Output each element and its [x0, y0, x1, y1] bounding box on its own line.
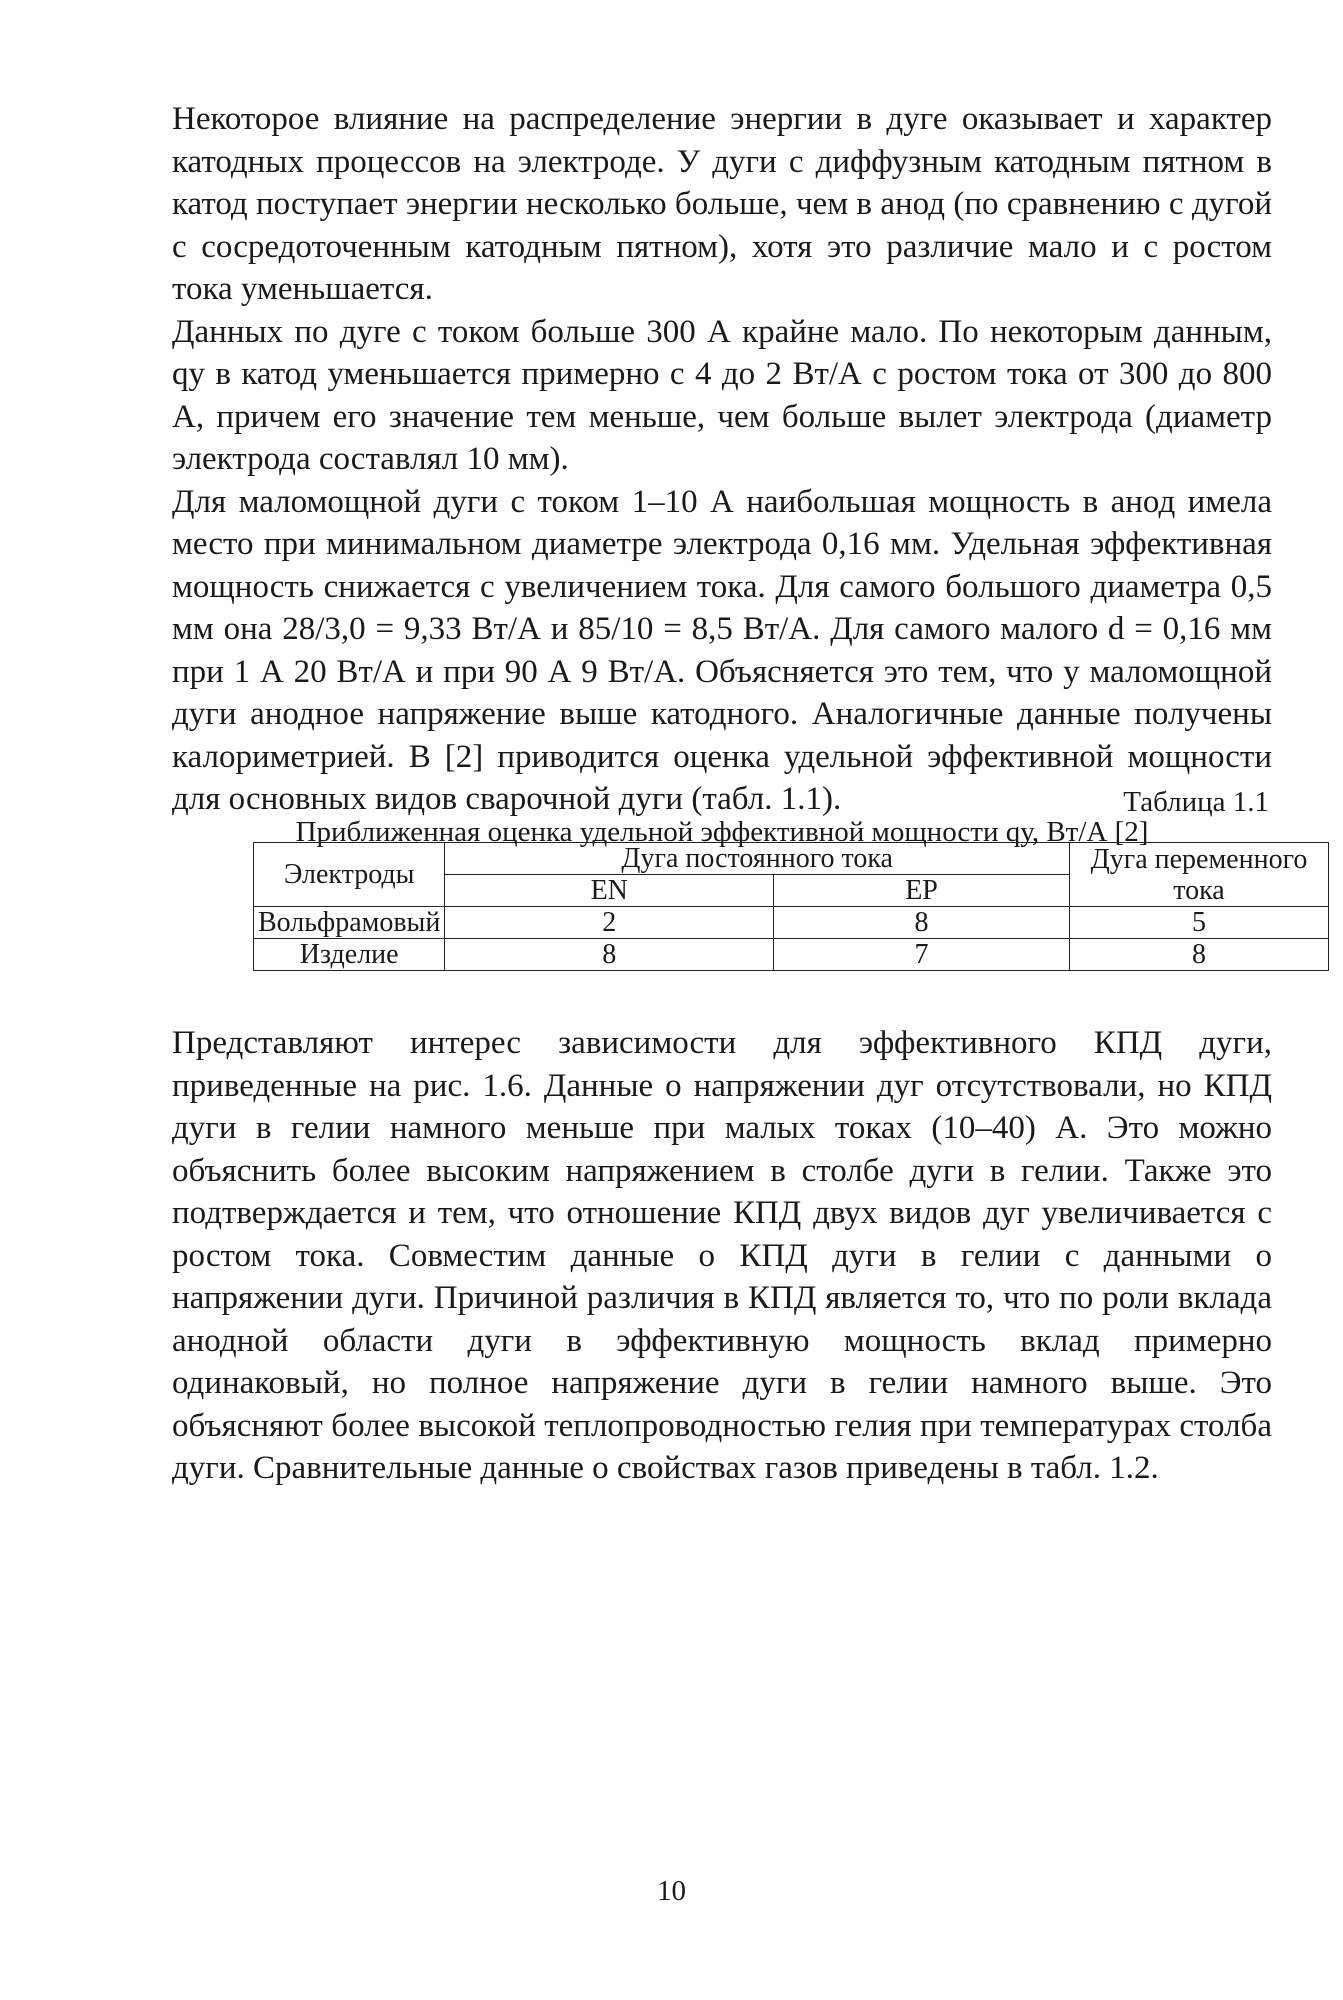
row-ep-value: 7 — [774, 939, 1070, 971]
row-ac-value: 5 — [1070, 907, 1329, 939]
row-ep-value: 8 — [774, 907, 1070, 939]
paragraph-4: Представляют интерес зависимости для эффективного КПД дуги, приведенные на рис. 1.6. Данные о напряжении дуг отсутствовали, но КПД дуги в гелии намного меньше при малых токах (10–40) А. Это можно объяснить более высоким напряжением в столбе дуги в гелии. Также это подтверждается и тем, что отношение КПД двух видов дуг увеличивается с ростом тока. Совместим данные о КПД дуги в гелии с данными о напряжении дуги. Причиной различия в КПД является то, что по роли вклада анодной области дуги в эффективную мощность вклад примерно одинаковый, но полное напряжение дуги в гелии намного выше. Это объясняют более высокой теплопроводностью гелия при температурах столба дуги. Сравнительные данные о свойствах газов приведены в табл. 1.2. — [172, 1025, 1272, 1486]
row-en-value: 2 — [445, 907, 774, 939]
power-estimate-table — [253, 842, 1329, 971]
row-en-value: 8 — [445, 939, 774, 971]
row-name: Вольфрамовый — [254, 907, 445, 939]
header-en: EN — [445, 875, 774, 907]
row-ac-value: 8 — [1070, 939, 1329, 971]
header-ac-arc: Дуга переменного тока — [1070, 843, 1329, 907]
table-row — [254, 939, 1329, 971]
body-text-bottom — [172, 1022, 1272, 1490]
paragraph-2: Данных по дуге с током больше 300 А крайне мало. По некоторым данным, qу в катод уменьшается примерно с 4 до 2 Вт/А с ростом тока от 300 до 800 А, причем его значение тем меньше, чем больше вылет электрода (диаметр электрода составлял 10 мм). — [172, 313, 1272, 477]
page-number: 10 — [657, 1875, 686, 1907]
header-dc-arc: Дуга постоянного тока — [445, 843, 1070, 875]
header-ep: EP — [774, 875, 1070, 907]
row-name: Изделие — [254, 939, 445, 971]
table-row — [254, 907, 1329, 939]
table-label: Таблица 1.1 — [1123, 786, 1269, 818]
table-title: Приближенная оценка удельной эффективной мощности qу, Вт/А [2] — [295, 816, 1149, 848]
paragraph-1: Некоторое влияние на распределение энергии в дуге оказывает и характер катодных процессов на электроде. У дуги с диффузным катодным пятном в катод поступает энергии несколько больше, чем в анод (по сравнению с дугой с сосредоточенным катодным пятном), хотя это различие мало и с ростом тока уменьшается. — [172, 101, 1272, 307]
body-text-top — [172, 98, 1272, 821]
table-header-row-1 — [254, 843, 1329, 875]
paragraph-3: Для маломощной дуги с током 1–10 А наибольшая мощность в анод имела место при минимальном диаметре электрода 0,16 мм. Удельная эффективная мощность снижается с увеличением тока. Для самого большого диаметра 0,5 мм она 28/3,0 = 9,33 Вт/А и 85/10 = 8,5 Вт/А. Для самого малого d = 0,16 мм при 1 А 20 Вт/А и при 90 А 9 Вт/А. Объясняется это тем, что у маломощной дуги анодное напряжение выше катодного. Аналогичные данные получены калориметрией. В [2] приводится оценка удельной эффективной мощности для основных видов сварочной дуги (табл. 1.1). — [172, 483, 1272, 817]
header-electrodes: Электроды — [254, 843, 445, 907]
